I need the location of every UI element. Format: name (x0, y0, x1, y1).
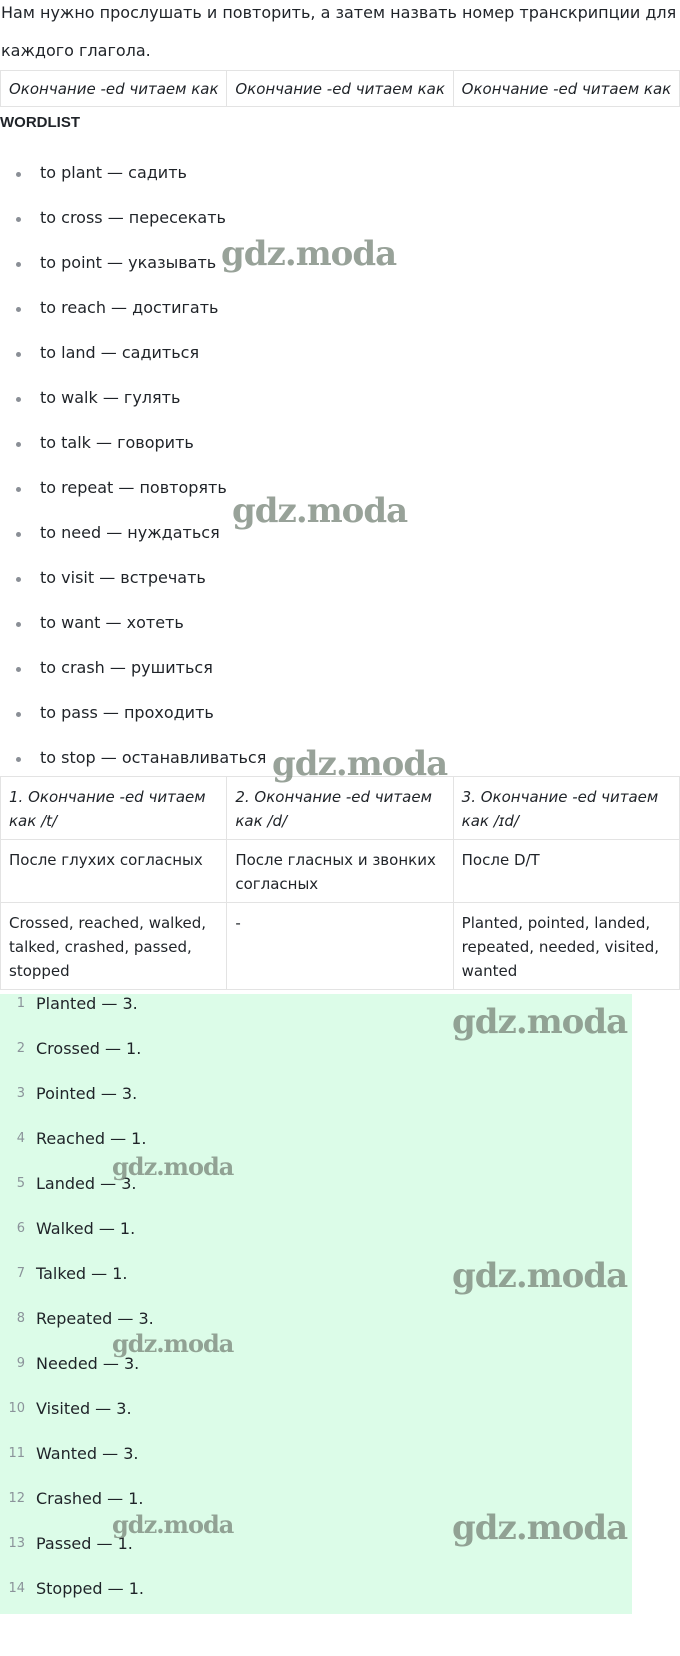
watermark-logo: gdz.moda (452, 1508, 628, 1548)
wordlist-item: to reach — достигать (0, 294, 680, 339)
line-number: 12 (8, 1491, 25, 1506)
wordlist-item: to point — указывать (0, 249, 680, 294)
list-item (0, 1489, 632, 1534)
watermark-logo: gdz.moda (452, 1256, 628, 1296)
answer-text: Repeated — 3. (36, 1309, 154, 1328)
answer-list (0, 994, 632, 1624)
answer-text: Wanted — 3. (36, 1444, 139, 1463)
wordlist-item: to stop — останавливаться (0, 744, 680, 789)
wordlist-item: to visit — встречать (0, 564, 680, 609)
line-number: 14 (8, 1581, 25, 1596)
answer-text: Landed — 3. (36, 1174, 137, 1193)
wordlist-title: WORDLIST (0, 114, 80, 131)
wordlist-item: to want — хотеть (0, 609, 680, 654)
table-header-cell: 3. Окончание -ed читаем как /ɪd/ (453, 777, 679, 840)
list-item (0, 1579, 632, 1624)
table-header-row (1, 777, 680, 840)
watermark-logo: gdz.moda (112, 1510, 234, 1539)
table-header-cell: 1. Окончание -ed читаем как /t/ (1, 777, 227, 840)
line-number: 7 (16, 1266, 25, 1281)
line-number: 1 (16, 996, 25, 1011)
line-number: 4 (16, 1131, 25, 1146)
wordlist-item: to crash — рушиться (0, 654, 680, 699)
intro-line-1: Нам нужно прослушать и повторить, а затем назвать номер транскрипции для (1, 3, 677, 22)
table-cell: Crossed, reached, walked, talked, crashed, passed, stopped (1, 903, 227, 990)
wordlist-item: to walk — гулять (0, 384, 680, 429)
list-item (0, 1084, 632, 1129)
ending-rules-table (0, 776, 680, 990)
wordlist-item: to repeat — повторять (0, 474, 680, 519)
line-number: 11 (8, 1446, 25, 1461)
list-item (0, 994, 632, 1039)
wordlist-item: to pass — проходить (0, 699, 680, 744)
line-number: 10 (8, 1401, 25, 1416)
list-item (0, 1129, 632, 1174)
watermark-logo: gdz.moda (112, 1152, 234, 1181)
intro-line-2: каждого глагола. (1, 41, 151, 60)
answer-text: Stopped — 1. (36, 1579, 144, 1598)
list-item (0, 1174, 632, 1219)
answer-text: Crashed — 1. (36, 1489, 144, 1508)
top-table-cell: Окончание -ed читаем как (453, 71, 679, 107)
answer-text: Visited — 3. (36, 1399, 132, 1418)
list-item (0, 1309, 632, 1354)
answer-text: Planted — 3. (36, 994, 138, 1013)
answer-text: Talked — 1. (36, 1264, 128, 1283)
answer-text: Pointed — 3. (36, 1084, 138, 1103)
wordlist-item: to talk — говорить (0, 429, 680, 474)
table-row (1, 903, 680, 990)
table-cell: После глухих согласных (1, 840, 227, 903)
wordlist-item: to land — садиться (0, 339, 680, 384)
table-header-cell: 2. Окончание -ed читаем как /d/ (227, 777, 453, 840)
top-table-cell: Окончание -ed читаем как (227, 71, 453, 107)
watermark-logo: gdz.moda (232, 491, 408, 531)
wordlist-item: to plant — садить (0, 143, 680, 204)
top-table (0, 70, 680, 107)
table-cell: - (227, 903, 453, 990)
watermark-logo: gdz.moda (272, 744, 448, 784)
line-number: 3 (16, 1086, 25, 1101)
answer-block (0, 994, 632, 1614)
list-item (0, 1399, 632, 1444)
wordlist-item: to cross — пересекать (0, 204, 680, 249)
wordlist-item: to need — нуждаться (0, 519, 680, 564)
answer-text: Crossed — 1. (36, 1039, 142, 1058)
watermark-logo: gdz.moda (221, 234, 397, 274)
top-table-row (1, 71, 680, 107)
wordlist (0, 143, 680, 789)
list-item (0, 1444, 632, 1489)
list-item (0, 1534, 632, 1579)
answer-text: Passed — 1. (36, 1534, 133, 1553)
line-number: 8 (16, 1311, 25, 1326)
line-number: 13 (8, 1536, 25, 1551)
answer-text: Walked — 1. (36, 1219, 136, 1238)
table-cell: После D/T (453, 840, 679, 903)
list-item (0, 1264, 632, 1309)
line-number: 6 (16, 1221, 25, 1236)
list-item (0, 1354, 632, 1399)
table-row (1, 840, 680, 903)
list-item (0, 1039, 632, 1084)
table-cell: После гласных и звонких согласных (227, 840, 453, 903)
line-number: 5 (16, 1176, 25, 1191)
answer-text: Reached — 1. (36, 1129, 147, 1148)
line-number: 2 (16, 1041, 25, 1056)
line-number: 9 (16, 1356, 25, 1371)
top-table-cell: Окончание -ed читаем как (1, 71, 227, 107)
table-cell: Planted, pointed, landed, repeated, needed, visited, wanted (453, 903, 679, 990)
watermark-logo: gdz.moda (112, 1329, 234, 1358)
watermark-logo: gdz.moda (452, 1002, 628, 1042)
intro-text (0, 0, 680, 70)
list-item (0, 1219, 632, 1264)
answer-text: Needed — 3. (36, 1354, 140, 1373)
